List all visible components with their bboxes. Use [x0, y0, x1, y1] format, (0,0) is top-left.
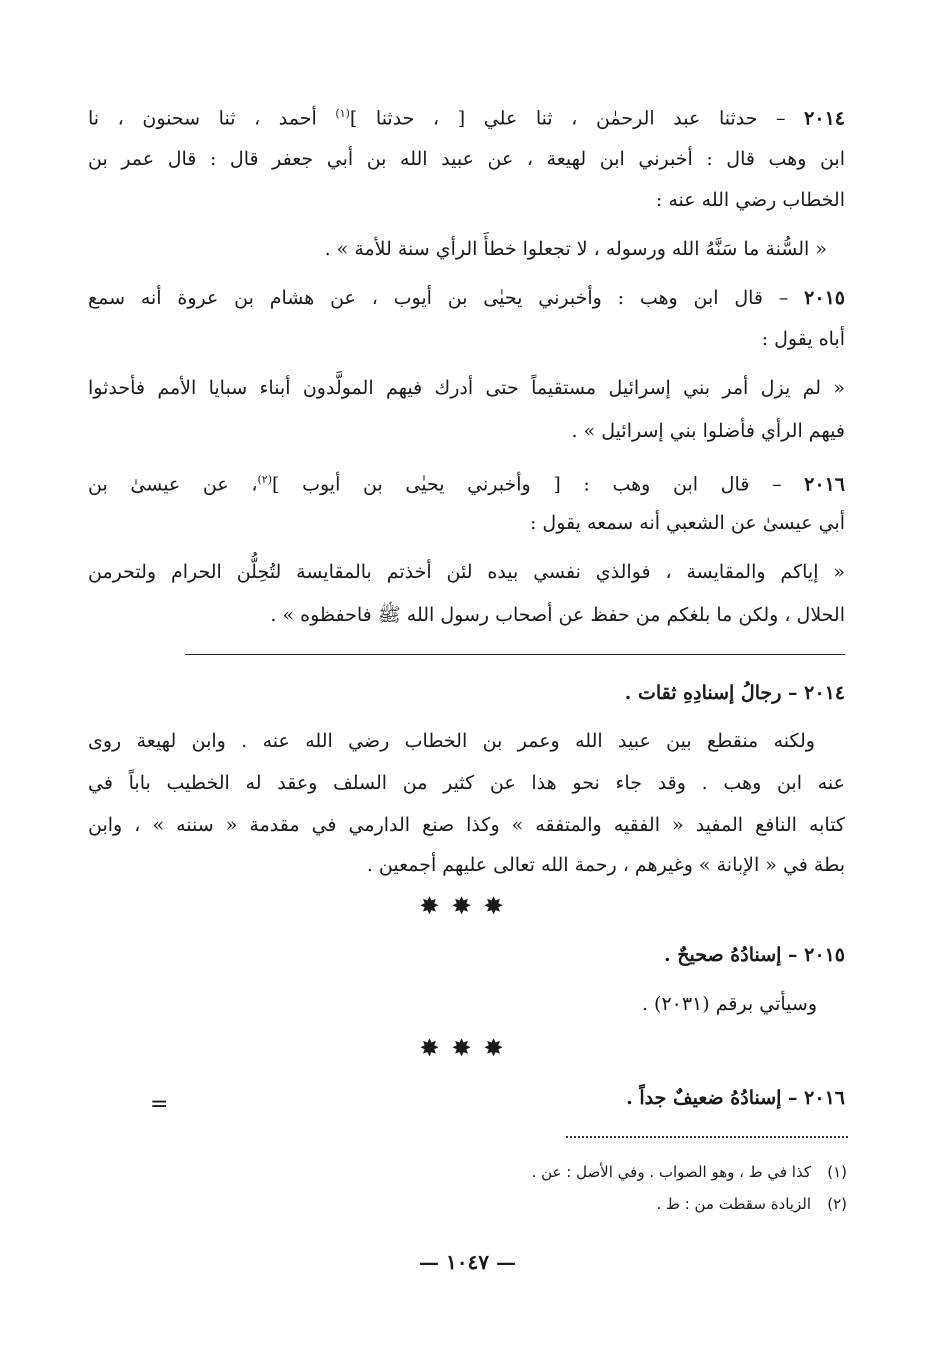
footnote-text: كذا في ط ، وهو الصواب . وفي الأصل : عن . [531, 1163, 811, 1181]
hadith-2014-line-3: الخطاب رضي الله عنه : [655, 189, 845, 211]
continuation-mark: = [150, 1092, 169, 1117]
footnote-1 [200, 1159, 847, 1185]
page-number: — ١٠٤٧ — [419, 1250, 516, 1274]
text-segment: أحمد ، ثنا سحنون ، نا [88, 107, 336, 130]
grading-text: – رجالُ إسنادِهِ ثقات . [624, 682, 798, 704]
section-stars-ornament: ✸✸✸ [419, 1034, 516, 1062]
commentary-line: كتابه النافع المفيد « الفقيه والمتفقه » وكذا صنع الدارمي في مقدمة « سننه » ، وابن [88, 814, 845, 836]
commentary-2014-heading [88, 676, 845, 710]
footnote-text: الزيادة سقطت من : ط . [656, 1195, 811, 1213]
footnote-separator [566, 1136, 848, 1144]
commentary-2016-heading [88, 1081, 845, 1115]
section-stars-ornament: ✸✸✸ [419, 892, 516, 920]
hadith-2015-line-1 [88, 281, 845, 315]
hadith-number: ٢٠١٥ [804, 287, 845, 309]
footnote-2 [200, 1191, 847, 1217]
hadith-2016-quote-2: الحلال ، ولكن ما بلغكم من حفظ عن أصحاب رسول الله ﷺ فاحفظوه » . [270, 604, 845, 626]
footnote-number: (٢) [827, 1195, 847, 1213]
hadith-2015-quote-2: فيهم الرأي فأضلوا بني إسرائيل » . [571, 420, 845, 442]
hadith-number: ٢٠١٤ [804, 107, 845, 130]
commentary-2015-note: وسيأتي برقم (٢٠٣١) . [641, 993, 817, 1015]
hadith-number: ٢٠١٥ [804, 944, 845, 966]
commentary-line: عنه ابن وهب . وقد جاء نحو هذا عن كثير من السلف وعقد له الخطيب باباً في [88, 772, 845, 794]
hadith-2014-line-1 [88, 97, 845, 131]
hadith-2016-quote-1: « إياكم والمقايسة ، فوالذي نفسي بيده لئن أخذتم بالمقايسة لتُحِلُّن الحرام ولتحرمن [88, 561, 845, 583]
footnote-ref: (١) [335, 107, 350, 120]
commentary-line: بطة في « الإبانة » وغيرهم ، رحمة الله تعالى عليهم أجمعين . [366, 854, 845, 876]
commentary-2015-heading [88, 938, 845, 972]
hadith-number: ٢٠١٦ [804, 473, 845, 496]
footnote-ref: (٢) [257, 473, 273, 486]
hadith-2016-line-2: أبي عيسىٰ عن الشعبي أنه سمعه يقول : [529, 512, 845, 534]
text-segment: – قال ابن وهب : وأخبرني يحيٰى بن أيوب ، عن هشام بن عروة أنه سمع [88, 287, 789, 309]
text-segment: – قال ابن وهب : [ وأخبرني يحيٰى بن أيوب ] [272, 473, 782, 496]
section-divider [185, 654, 845, 655]
hadith-2014-line-2: ابن وهب قال : أخبرني ابن لهيعة ، عن عبيد الله بن أبي جعفر قال : قال عمر بن [88, 148, 845, 170]
text-segment: ، عن عيسىٰ بن [88, 473, 258, 496]
hadith-number: ٢٠١٦ [804, 1087, 845, 1109]
hadith-2015-quote-1: « لم يزل أمر بني إسرائيل مستقيماً حتى أدرك فيهم المولَّدون أبناء سبايا الأمم فأحدثوا [88, 377, 845, 399]
grading-text: – إسنادُهُ ضعيفٌ جداً . [626, 1087, 798, 1109]
hadith-2015-line-2: أباه يقول : [761, 328, 845, 350]
grading-text: – إسنادُهُ صحيحٌ . [664, 944, 798, 966]
text-segment: – حدثنا عبد الرحمٰن ، ثنا علي [ ، حدثنا ] [349, 107, 786, 130]
hadith-2014-quote: « السُّنة ما سَنَّهُ الله ورسوله ، لا تجعلوا خطأَ الرأي سنة للأمة » . [324, 238, 827, 260]
commentary-line: ولكنه منقطع بين عبيد الله وعمر بن الخطاب رضي الله عنه . وابن لهيعة روى [88, 730, 815, 752]
hadith-number: ٢٠١٤ [804, 682, 845, 704]
hadith-2016-line-1 [88, 463, 845, 497]
footnote-number: (١) [827, 1163, 847, 1181]
